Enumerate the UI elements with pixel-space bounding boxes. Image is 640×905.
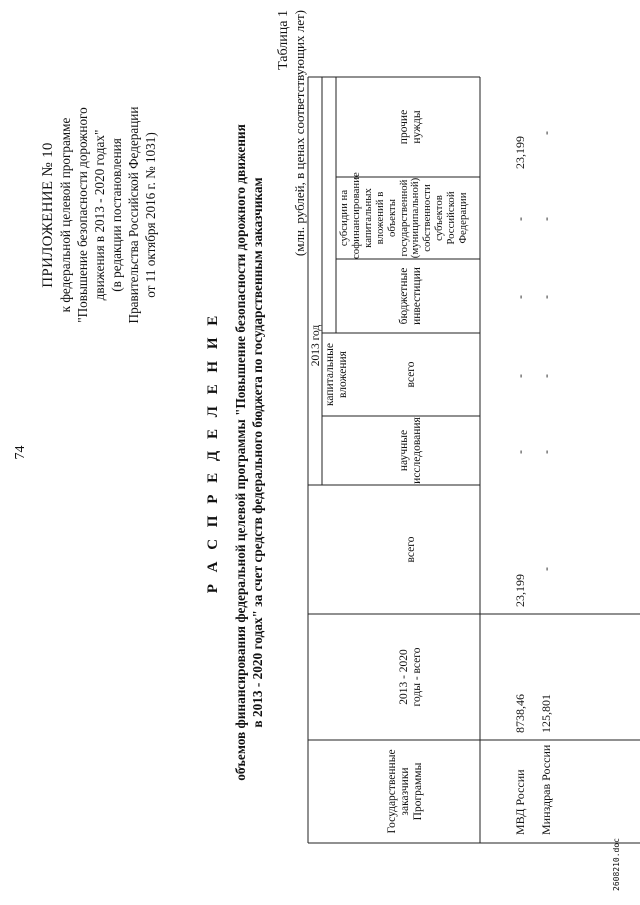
header-capital-total: всего — [405, 361, 417, 388]
appendix-line: от 11 октября 2016 г. № 1031) — [143, 132, 158, 298]
header-total-period: 2013 - 2020 годы - всего — [398, 647, 423, 707]
row-total-period: 125,801 — [539, 694, 553, 733]
header-total: всего — [405, 536, 417, 563]
row-budget-investments: - — [539, 295, 553, 299]
appendix-line: Правительства Российской Федерации — [126, 106, 141, 324]
header-capital: капитальные вложения — [324, 343, 349, 407]
row-budget-investments: - — [513, 295, 527, 299]
header-other-needs: прочие нужды — [398, 109, 423, 145]
appendix-line: к федеральной целевой программе — [58, 117, 73, 313]
row-other-needs: 23,199 — [513, 136, 527, 169]
row-total: 23,199 — [513, 574, 527, 607]
row-research: - — [513, 450, 527, 454]
row-total-period: 8738,46 — [513, 694, 527, 733]
header-subsidies: субсидии на софинансирование капитальных вложений в объекты государственной (муниципальной) собственности субъектов Российской Федерации — [338, 172, 470, 259]
table-units: (млн. рублей, в ценах соответствующих лет) — [292, 10, 307, 257]
row-other-needs: - — [539, 131, 553, 135]
row-customer-name: Минздрав России — [539, 744, 553, 835]
appendix-line: (в редакции постановления — [109, 138, 124, 292]
row-research: - — [539, 450, 553, 454]
subheading-line: в 2013 - 2020 годах" за счет средств федерального бюджета по государственным заказчикам — [250, 177, 265, 728]
row-capital-total: - — [539, 374, 553, 378]
appendix-line: "Повышение безопасности дорожного — [75, 107, 90, 323]
row-subsidies: - — [539, 217, 553, 221]
row-subsidies: - — [513, 217, 527, 221]
document-heading: Р А С П Р Е Д Е Л Е Н И Е — [205, 311, 221, 594]
header-research: научные исследования — [398, 417, 423, 484]
row-capital-total: - — [513, 374, 527, 378]
appendix-title: ПРИЛОЖЕНИЕ № 10 — [40, 142, 56, 288]
row-total: - — [539, 567, 553, 571]
header-customers: Государственные заказчики Программы — [386, 749, 424, 834]
appendix-line: движения в 2013 - 2020 годах" — [92, 129, 107, 301]
row-customer-name: МВД России — [513, 769, 527, 835]
table-label: Таблица 1 — [276, 10, 291, 70]
file-reference: 2608210.doc — [612, 838, 621, 891]
page-number: 74 — [13, 445, 28, 460]
header-year: 2013 год — [310, 324, 322, 367]
subheading-line: объемов финансирования федеральной целевой программы "Повышение безопасности дорожного движения — [233, 124, 248, 781]
header-budget-investments: бюджетные инвестиции — [398, 267, 423, 325]
